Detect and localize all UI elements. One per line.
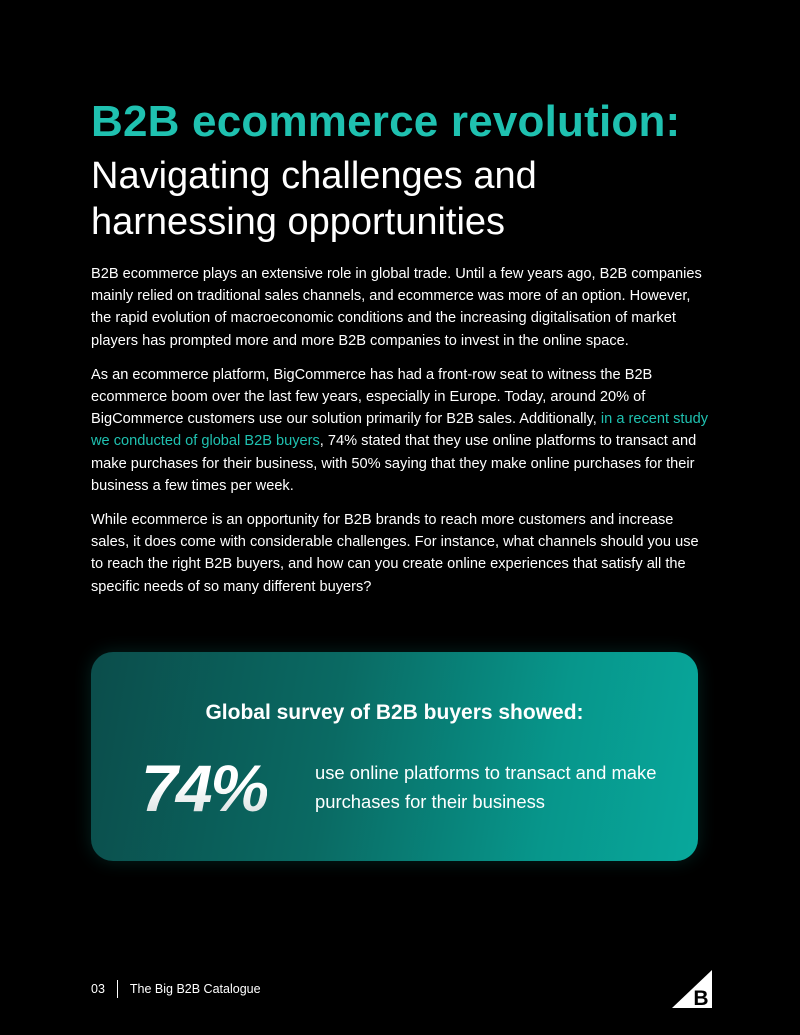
page-number: 03 [91, 982, 105, 996]
paragraph-intro: B2B ecommerce plays an extensive role in global trade. Until a few years ago, B2B companies mainly relied on traditional sales channels, and ecommerce was more of an option. However, the rapid evolution of macroeconomic conditions and the increasing digitalisation of market players has prompted more and more B2B companies to invest in the online space. [91, 266, 702, 349]
bigcommerce-logo-icon [672, 970, 712, 1008]
page-title: B2B ecommerce revolution: [91, 97, 681, 146]
footer-divider [117, 980, 118, 998]
study-link[interactable]: in a recent study we conducted of global B2B buyers [91, 411, 708, 450]
body-text [91, 263, 713, 610]
publication-title: The Big B2B Catalogue [129, 982, 261, 996]
stat-heading: Global survey of B2B buyers showed: [205, 701, 584, 724]
stat-callout-card [91, 652, 698, 861]
paragraph-challenges: While ecommerce is an opportunity for B2B brands to reach more customers and increase sales, it does come with considerable challenges. For instance, what channels should you use to reach the right B2B buyers, and how can you create online experiences that satisfy all the specific needs of so many different buyers? [91, 512, 699, 595]
paragraph-text: , 74% stated that they use online platforms to transact and make purchases for their business, with 50% saying that they make online purchases for their business a few times per week. [91, 433, 697, 494]
stat-description: use online platforms to transact and make purchases for their business [315, 762, 657, 812]
page-subtitle: Navigating challenges and harnessing opportunities [91, 155, 537, 243]
paragraph-bigcommerce [91, 364, 713, 497]
page-footer [91, 978, 261, 1000]
stat-value: 74% [141, 751, 268, 825]
paragraph-text: As an ecommerce platform, BigCommerce has had a front-row seat to witness the B2B ecommerce boom over the last few years, especially in Europe. Today, around 20% of BigCommerce customers use our solution primarily for B2B sales. Additionally, [91, 366, 653, 428]
logo-letter: B [693, 987, 709, 1008]
